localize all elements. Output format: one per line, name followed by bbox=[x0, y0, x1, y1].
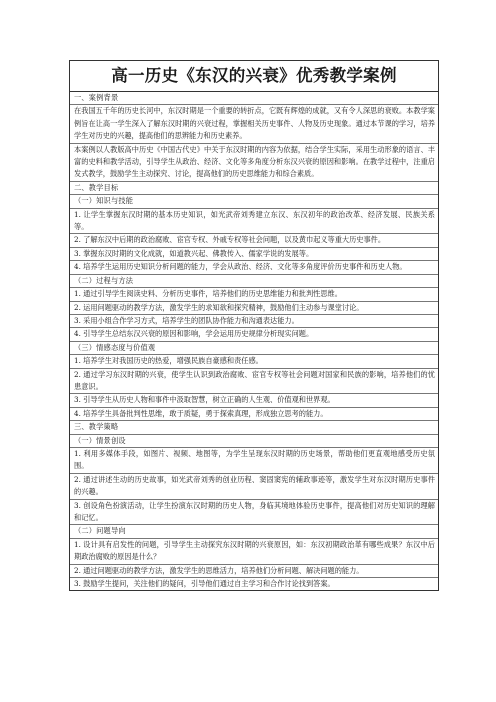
section-heading: 三、教学策略 bbox=[70, 421, 438, 434]
paragraph: 1. 培养学生对我国历史的热爱，增强民族自豪感和责任感。 bbox=[70, 355, 438, 368]
paragraph: 3. 创设角色扮演活动，让学生扮演东汉时期的历史人物，身临其境地体验历史事件，提高他们对历史知识的理解和记忆。 bbox=[70, 500, 438, 526]
document-title: 高一历史《东汉的兴衰》优秀教学案例 bbox=[70, 61, 438, 92]
paragraph: 3. 采用小组合作学习方式，培养学生的团队协作能力和沟通表达能力。 bbox=[70, 315, 438, 328]
paragraph: 3. 鼓励学生提问，关注他们的疑问，引导他们通过自主学习和合作讨论找到答案。 bbox=[74, 579, 335, 589]
paragraph: 4. 培养学生运用历史知识分析问题的能力，学会从政治、经济、文化等多角度评价历史事件和历史人物。 bbox=[70, 261, 438, 274]
paragraph: 1. 通过引导学生阅读史料、分析历史事件，培养他们的历史思维能力和批判性思维。 bbox=[70, 288, 438, 301]
paragraph: 2. 了解东汉中后期的政治腐败、宦官专权、外戚专权等社会问题，以及黄巾起义等重大历史事件。 bbox=[70, 234, 438, 247]
subsection-heading: （三）情感态度与价值观 bbox=[70, 342, 438, 355]
document-table bbox=[69, 60, 439, 591]
document-body bbox=[70, 92, 438, 590]
paragraph: 3. 掌握东汉时期的文化成就，如道教兴起、佛教传入、儒家学说的发展等。 bbox=[70, 248, 438, 261]
paragraph: 2. 通过学习东汉时期的兴衰，使学生认识到政治腐败、宦官专权等社会问题对国家和民族的影响，培养他们的忧患意识。 bbox=[70, 369, 438, 395]
paragraph: 2. 通过讲述生动的历史故事，如光武帝刘秀的创业历程、窦固窦宪的辅政事迹等，激发学生对东汉时期历史事件的兴趣。 bbox=[70, 474, 438, 500]
paragraph: 2. 通过问题驱动的教学方法，激发学生的思维活力，培养他们分析问题、解决问题的能力。 bbox=[70, 565, 438, 578]
paragraph: 本案例以人教版高中历史《中国古代史》中关于东汉时期的内容为依据，结合学生实际，采用生动形象的语言、丰富的史料和教学活动，引导学生从政治、经济、文化等多角度分析东汉兴衰的原因和影响。在教学过程中，注重启发式教学，鼓励学生主动探究、讨论，提高他们的历史思维能力和综合素质。 bbox=[70, 144, 438, 182]
subsection-heading: （二）过程与方法 bbox=[70, 275, 438, 288]
subsection-heading: （一）情景创设 bbox=[70, 435, 438, 448]
paragraph: 4. 引导学生总结东汉兴衰的原因和影响，学会运用历史规律分析现实问题。 bbox=[70, 328, 438, 341]
paragraph: 1. 让学生掌握东汉时期的基本历史知识，如光武帝刘秀建立东汉、东汉初年的政治改革、经济发展、民族关系等。 bbox=[70, 209, 438, 235]
paragraph: 在我国五千年的历史长河中，东汉时期是一个重要的转折点，它既有辉煌的成就，又有令人深思的衰败。本教学案例旨在让高一学生深入了解东汉时期的兴衰过程，掌握相关历史事件、人物及历史现象。通过本节课的学习，培养学生对历史的兴趣，提高他们的思辨能力和历史素养。 bbox=[70, 105, 438, 143]
subsection-heading: （二）问题导向 bbox=[70, 525, 438, 538]
subsection-heading: （一）知识与技能 bbox=[70, 195, 438, 208]
paragraph: 4. 培养学生具备批判性思维，敢于质疑，勇于探索真理，形成独立思考的能力。 bbox=[70, 408, 438, 421]
section-heading: 二、教学目标 bbox=[70, 182, 438, 195]
paragraph: 2. 运用问题驱动的教学方法，激发学生的求知欲和探究精神，鼓励他们主动参与课堂讨论。 bbox=[70, 302, 438, 315]
paragraph: 1. 利用多媒体手段，如图片、视频、地图等，为学生呈现东汉时期的历史场景，帮助他们更直观地感受历史氛围。 bbox=[70, 448, 438, 474]
paragraph: 3. 引导学生从历史人物和事件中汲取智慧，树立正确的人生观、价值观和世界观。 bbox=[70, 394, 438, 407]
section-heading: 一、案例背景 bbox=[70, 92, 438, 105]
paragraph: 1. 设计具有启发性的问题，引导学生主动探究东汉时期的兴衰原因，如：东汉初期政治革有哪些成果？东汉中后期政治腐败的原因是什么？ bbox=[70, 539, 438, 565]
